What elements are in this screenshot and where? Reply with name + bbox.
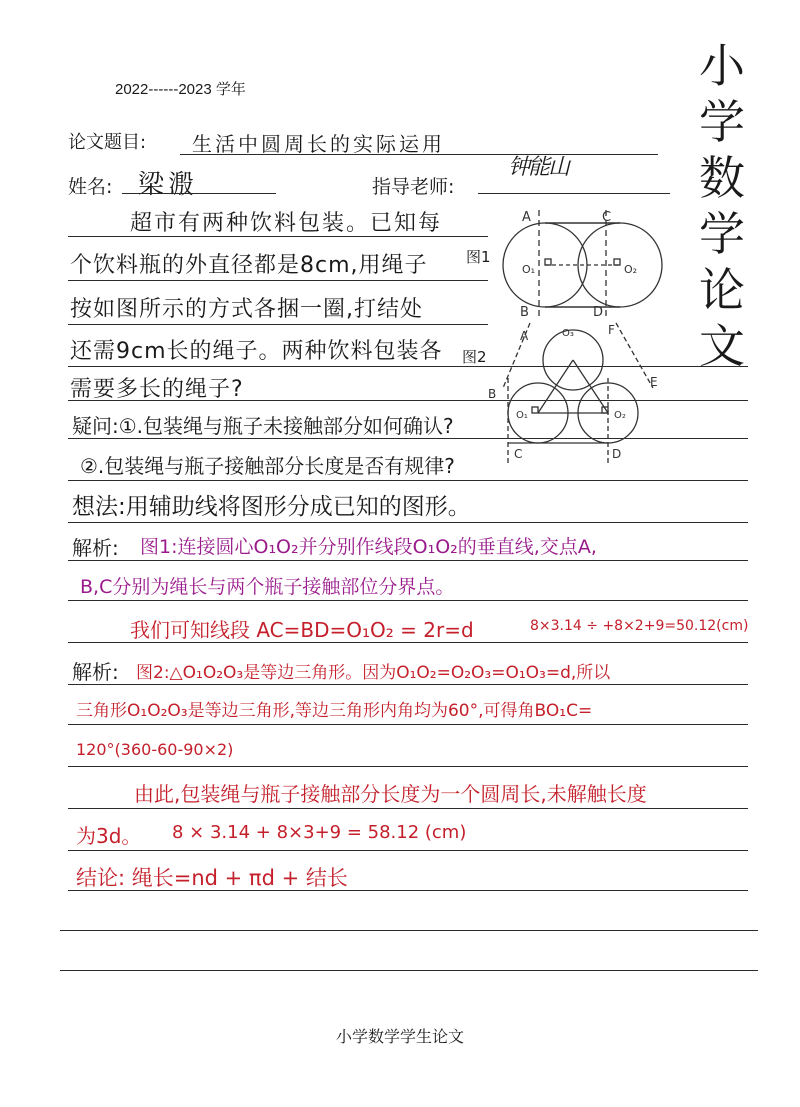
ruled-line [68,236,488,237]
analysis-1-line: B,C分别为绳长与两个瓶子接触部位分界点。 [80,576,455,598]
teacher-underline [478,193,670,194]
name-label: 姓名: [68,176,113,198]
analysis-2-line: 由此,包装绳与瓶子接触部分长度为一个圆周长,未解触长度 [134,782,647,806]
analysis-1-calc: 8×3.14 ÷ +8×2+9=50.12(cm) [530,618,749,634]
vertical-title-char: 学 [699,207,745,261]
fig1-point-o1: O₁ [522,263,536,276]
teacher-label: 指导老师: [372,176,455,198]
topic-value: 生活中圆周长的实际运用 [192,132,445,156]
fig2-point-e: E [650,375,658,389]
ruled-line [68,324,488,325]
fig2-point-b: B [488,387,497,401]
fig2-point-d: D [612,447,622,461]
analysis-2-label: 解析: [72,660,119,684]
fig1-point-d: D [593,305,604,320]
vertical-title [692,38,752,374]
question-2: ②.包装绳与瓶子接触部分长度是否有规律? [80,454,455,478]
ruled-line [68,766,748,767]
vertical-title-char: 数 [699,151,745,205]
ruled-line [68,684,748,685]
ruled-line [68,600,748,601]
analysis-1-line: 图1:连接圆心O₁O₂并分别作线段O₁O₂的垂直线,交点A, [140,536,597,558]
analysis-2-line: 图2:△O₁O₂O₃是等边三角形。因为O₁O₂=O₂O₃=O₁O₃=d,所以 [136,663,611,683]
analysis-2-calc: 8 × 3.14 + 8×3+9 = 58.12 (cm) [172,822,467,843]
school-year: 2022------2023 学年 [115,81,246,98]
name-underline [122,193,276,194]
problem-line: 按如图所示的方式各捆一圈,打结处 [70,297,423,322]
ruled-line [68,724,748,725]
fig2-point-o2: O₂ [614,410,626,421]
name-value: 梁溵 [138,170,199,200]
ruled-line [68,808,748,809]
topic-label: 论文题目: [68,132,147,153]
ruled-line [68,522,748,523]
topic-underline [180,154,658,155]
figure-1-diagram [480,205,680,325]
fig2-point-f: F [608,323,615,337]
question-1: 疑问:①.包装绳与瓶子未接触部分如何确认? [72,414,454,438]
analysis-2-line: 为3d。 [76,824,142,848]
ruled-line [68,850,748,851]
ruled-line [60,930,758,931]
vertical-title-char: 论 [699,263,745,317]
conclusion-text: 结论: 绳长=nd + πd + 结长 [76,866,348,890]
fig1-point-a: A [522,210,531,225]
fig2-point-o1: O₁ [516,410,528,421]
vertical-title-char: 学 [699,95,745,149]
fig1-point-b: B [520,305,529,320]
analysis-2-line: 三角形O₁O₂O₃是等边三角形,等边三角形内角均为60°,可得角BO₁C= [76,701,593,721]
ruled-line [68,280,488,281]
ruled-line [68,480,748,481]
problem-line: 个饮料瓶的外直径都是8cm,用绳子 [70,253,428,278]
fig2-point-a: A [520,329,529,343]
problem-line: 还需9cm长的绳子。两种饮料包装各 [70,339,443,364]
vertical-title-char: 文 [699,319,745,373]
idea-text: 想法:用辅助线将图形分成已知的图形。 [72,494,471,520]
analysis-2-line: 120°(360-60-90×2) [76,740,234,759]
fig2-point-c: C [514,447,523,461]
figure-2-label: 图2 [462,348,487,366]
problem-line: 需要多长的绳子? [70,377,244,402]
ruled-line [68,642,748,643]
ruled-line [68,890,748,891]
figure-1-label: 图1 [466,248,491,266]
ruled-line [68,560,748,561]
footer-text: 小学数学学生论文 [335,1027,464,1046]
fig1-point-o2: O₂ [624,263,638,276]
ruled-line [60,970,758,971]
vertical-title-char: 小 [699,39,745,93]
fig1-point-c: C [602,210,612,225]
analysis-1-label: 解析: [72,536,119,560]
teacher-signature: 钟能山 [508,155,569,180]
problem-line: 超市有两种饮料包装。已知每 [130,211,443,236]
fig2-point-o3: O₃ [562,328,574,339]
figure-2-diagram [478,318,668,468]
analysis-1-line: 我们可知线段 AC=BD=O₁O₂ = 2r=d [130,618,474,642]
